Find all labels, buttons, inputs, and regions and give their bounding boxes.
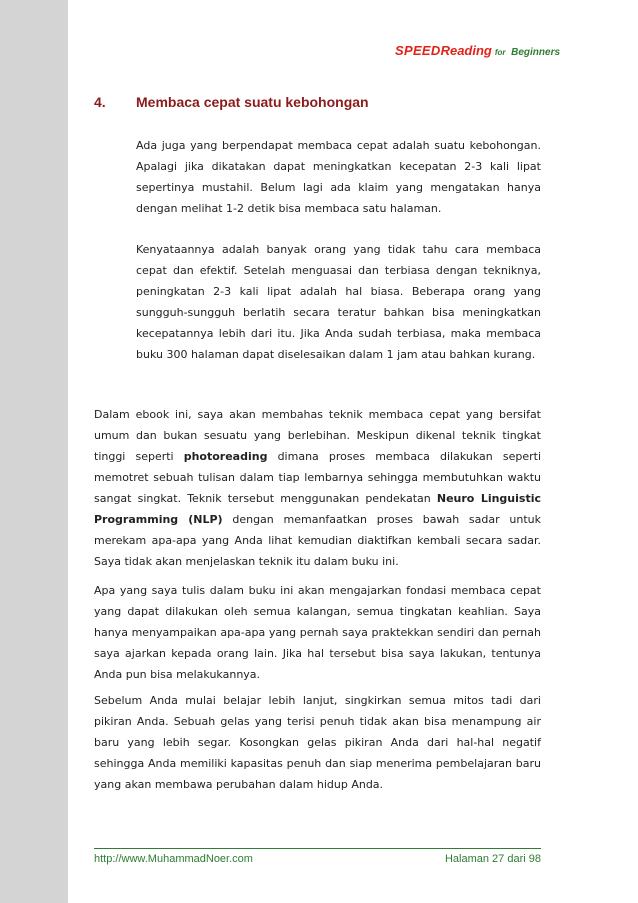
section-heading	[94, 94, 544, 110]
paragraph-3-part-3: dengan memanfaatkan proses bawah sadar untuk merekam apa-apa yang Anda lihat kemudian diaktifkan kembali secara sadar. Saya tidak akan menjelaskan teknik itu dalam buku ini.	[94, 513, 541, 568]
nlp-term: Neuro Linguistic Programming (NLP)	[94, 492, 541, 526]
paragraph-2: Kenyataannya adalah banyak orang yang tidak tahu cara membaca cepat dan efektif. Setelah menguasai dan terbiasa dengan tekniknya, peningkatan 2-3 kali lipat adalah hal biasa. Beberapa orang yang sungguh-sungguh berlatih secara teratur bahkan bisa meningkatkan kecepatannya lebih dari itu. Jika Anda sudah terbiasa, maka membaca buku 300 halaman dapat diselesaikan dalam 1 jam atau bahkan kurang.	[136, 243, 541, 361]
paragraph-1: Ada juga yang berpendapat membaca cepat adalah suatu kebohongan. Apalagi jika dikatakan dapat meningkatkan kecepatan 2-3 kali lipat sepertinya mustahil. Belum lagi ada klaim yang mengatakan hanya dengan melihat 1-2 detik bisa membaca satu halaman.	[136, 139, 541, 215]
paragraph-3	[94, 404, 541, 572]
paragraph-3-part-1: Dalam ebook ini, saya akan membahas teknik membaca cepat yang bersifat umum dan bukan sesuatu yang berlebihan. Meskipun dikenal teknik tingkat tinggi seperti	[94, 408, 541, 463]
footer-divider	[94, 848, 541, 849]
paragraph-3-part-2: dimana proses membaca dilakukan seperti memotret sebuah tulisan dalam tiap lembarnya sehingga membutuhkan waktu sangat singkat. Teknik tersebut menggunakan pendekatan	[94, 450, 541, 505]
logo-reading: Reading	[440, 43, 492, 58]
paragraph-5: Sebelum Anda mulai belajar lebih lanjut, singkirkan semua mitos tadi dari pikiran Anda. Sebuah gelas yang terisi penuh tidak akan bisa menampung air baru yang lebih segar. Kosongkan gelas pikiran Anda dari hal-hal negatif sehingga Anda memiliki kapasitas penuh dan siap menerima pembelajaran baru yang akan membawa perubahan dalam hidup Anda.	[94, 694, 541, 791]
logo-for: for	[494, 48, 506, 57]
footer-url: http://www.MuhammadNoer.com	[94, 853, 253, 865]
speed-reading-logo	[395, 40, 560, 56]
page-sidebar	[0, 0, 68, 903]
paragraph-4: Apa yang saya tulis dalam buku ini akan mengajarkan fondasi membaca cepat yang dapat dilakukan oleh semua kalangan, semua tingkatan keahlian. Saya hanya menyampaikan apa-apa yang pernah saya praktekkan sendiri dan pernah saya ajarkan kepada orang lain. Jika hal tersebut bisa saya lakukan, tentunya Anda pun bisa melakukannya.	[94, 584, 541, 681]
footer-page-number: Halaman 27 dari 98	[444, 853, 541, 865]
logo-beginners: Beginners	[511, 47, 561, 58]
logo-speed: SPEED	[395, 43, 441, 58]
photoreading-term: photoreading	[183, 450, 268, 463]
section-number: 4.	[94, 94, 106, 110]
section-title: Membaca cepat suatu kebohongan	[136, 94, 369, 110]
